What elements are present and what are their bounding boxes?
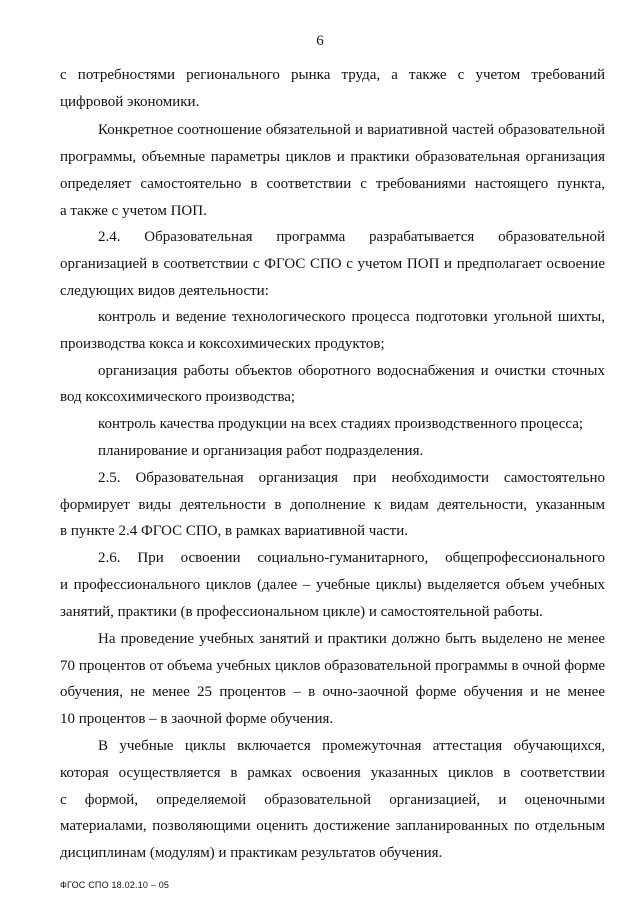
text-line: а также с учетом ПОП. [60, 203, 207, 219]
text-line: с потребностями регионального рынка труда, а также с учетом требований [60, 67, 605, 83]
page-number: 6 [316, 33, 324, 49]
text-line: 70 процентов от объема учебных циклов образовательной программы в очной форме [60, 658, 605, 674]
text-line: Конкретное соотношение обязательной и вариативной частей образовательной [98, 122, 605, 138]
text-line: В учебные циклы включается промежуточная аттестация обучающихся, [98, 738, 605, 754]
text-line: программы, объемные параметры циклов и практики образовательная организация [60, 149, 605, 165]
text-line: занятий, практики (в профессиональном цикле) и самостоятельной работы. [60, 604, 543, 620]
text-line: и профессионального циклов (далее – учебные циклы) выделяется объем учебных [60, 577, 605, 593]
text-line: обучения, не менее 25 процентов – в очно-заочной форме обучения и не менее [60, 684, 605, 700]
text-line: следующих видов деятельности: [60, 283, 269, 299]
text-line: дисциплинам (модулям) и практикам результатов обучения. [60, 845, 443, 861]
text-line: организацией в соответствии с ФГОС СПО с учетом ПОП и предполагает освоение [60, 256, 605, 272]
text-line: которая осуществляется в рамках освоения указанных циклов в соответствии [60, 765, 605, 781]
text-line: вод коксохимического производства; [60, 389, 296, 405]
text-line: 2.6. При освоении социально-гуманитарного, общепрофессионального [98, 550, 605, 566]
text-line: определяет самостоятельно в соответствии с требованиями настоящего пункта, [60, 176, 605, 192]
text-line: производства кокса и коксохимических продуктов; [60, 336, 385, 352]
text-line: 2.4. Образовательная программа разрабатывается образовательной [98, 229, 605, 245]
footer-code: ФГОС СПО 18.02.10 – 05 [60, 880, 170, 890]
text-line: в пункте 2.4 ФГОС СПО, в рамках вариативной части. [60, 523, 408, 539]
text-line: материалами, позволяющими оценить достижение запланированных по отдельным [60, 818, 605, 834]
text-line: цифровой экономики. [60, 94, 200, 110]
text-line: формирует виды деятельности в дополнение к видам деятельности, указанным [60, 497, 605, 513]
text-line: с формой, определяемой образовательной организацией, и оценочными [60, 792, 605, 808]
text-line: 2.5. Образовательная организация при необходимости самостоятельно [98, 470, 605, 486]
text-line: 10 процентов – в заочной форме обучения. [60, 711, 334, 727]
list-item: контроль качества продукции на всех стадиях производственного процесса; [98, 416, 584, 432]
text-line: На проведение учебных занятий и практики должно быть выделено не менее [98, 631, 605, 647]
list-item: планирование и организация работ подразделения. [98, 443, 424, 459]
list-item: организация работы объектов оборотного водоснабжения и очистки сточных [98, 363, 605, 379]
list-item: контроль и ведение технологического процесса подготовки угольной шихты, [98, 309, 605, 325]
